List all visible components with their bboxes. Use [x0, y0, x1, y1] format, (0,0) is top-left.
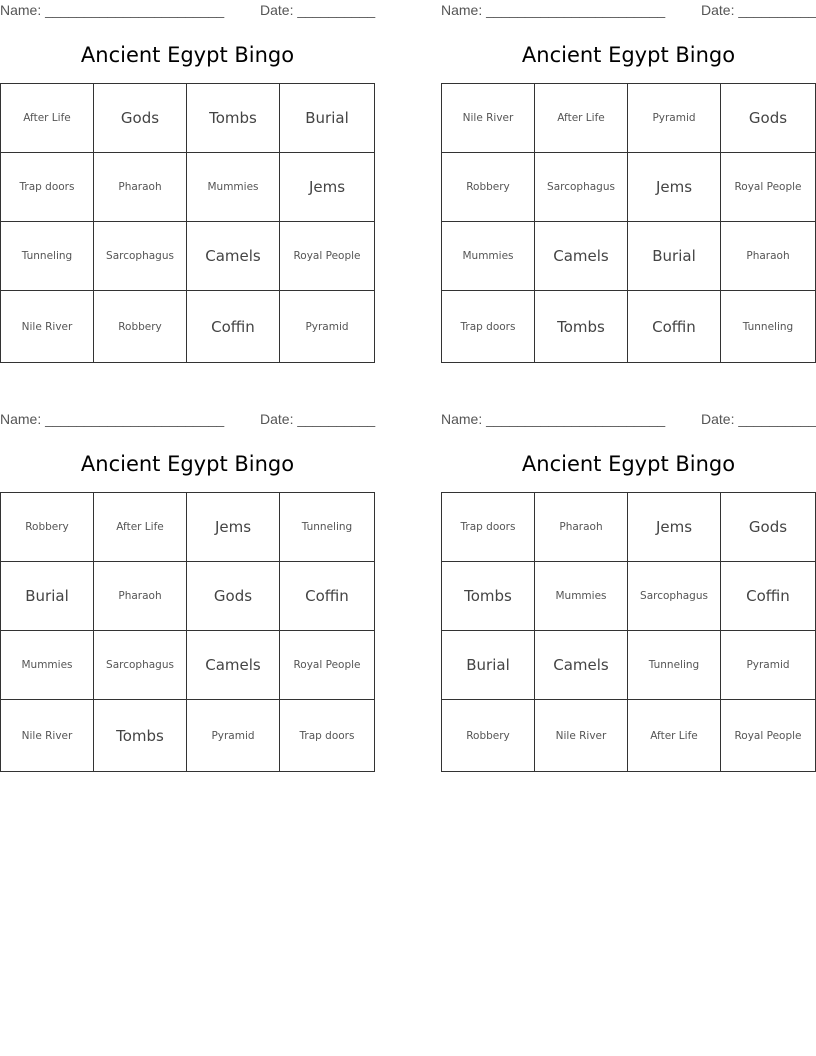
name-field[interactable]: Name: _______________________ [0, 2, 225, 18]
date-field[interactable]: Date: __________ [701, 411, 816, 427]
bingo-cell[interactable]: Gods [721, 84, 815, 153]
bingo-cell[interactable]: Coffin [721, 562, 815, 631]
card-title: Ancient Egypt Bingo [521, 452, 736, 476]
bingo-cell[interactable]: Robbery [442, 153, 535, 222]
bingo-cell[interactable]: Camels [187, 222, 280, 291]
bingo-cell[interactable]: Sarcophagus [535, 153, 628, 222]
name-date-line [441, 2, 816, 20]
bingo-cell[interactable]: After Life [94, 493, 187, 562]
bingo-cell[interactable]: Gods [94, 84, 187, 153]
bingo-cell[interactable]: Sarcophagus [628, 562, 721, 631]
card-title: Ancient Egypt Bingo [521, 43, 736, 67]
bingo-cell[interactable]: Pyramid [187, 700, 280, 771]
bingo-cell[interactable]: Robbery [94, 291, 187, 362]
bingo-cell[interactable]: Coffin [187, 291, 280, 362]
bingo-cell[interactable]: Camels [187, 631, 280, 700]
bingo-grid [0, 83, 375, 363]
bingo-grid [0, 492, 375, 772]
card-title: Ancient Egypt Bingo [80, 452, 295, 476]
bingo-cell[interactable]: Burial [442, 631, 535, 700]
bingo-cell[interactable]: Nile River [442, 84, 535, 153]
bingo-cell[interactable]: Gods [721, 493, 815, 562]
bingo-cell[interactable]: Tunneling [280, 493, 374, 562]
bingo-cell[interactable]: Tombs [535, 291, 628, 362]
bingo-cell[interactable]: Coffin [628, 291, 721, 362]
date-field[interactable]: Date: __________ [260, 411, 376, 427]
bingo-cell[interactable]: Camels [535, 631, 628, 700]
bingo-cell[interactable]: Nile River [535, 700, 628, 771]
bingo-cell[interactable]: Trap doors [1, 153, 94, 222]
bingo-cell[interactable]: Tunneling [1, 222, 94, 291]
bingo-cell[interactable]: Trap doors [442, 493, 535, 562]
bingo-cell[interactable]: Royal People [734, 729, 802, 742]
date-field[interactable]: Date: __________ [701, 2, 816, 18]
bingo-cell[interactable]: Nile River [1, 700, 94, 771]
bingo-cell[interactable]: Pharaoh [94, 153, 187, 222]
name-date-line [441, 411, 816, 429]
bingo-grid [441, 492, 816, 772]
bingo-cell[interactable]: Sarcophagus [94, 222, 187, 291]
bingo-cell[interactable]: Nile River [1, 291, 94, 362]
bingo-cell[interactable]: Pharaoh [535, 493, 628, 562]
name-field[interactable]: Name: _______________________ [441, 2, 666, 18]
bingo-cell[interactable]: Jems [187, 493, 280, 562]
bingo-cell[interactable]: Royal People [721, 153, 815, 222]
bingo-cell[interactable]: Tombs [187, 84, 280, 153]
bingo-cell[interactable]: Trap doors [442, 291, 535, 362]
bingo-cell[interactable]: Pharaoh [721, 222, 815, 291]
bingo-cell[interactable]: Tombs [442, 562, 535, 631]
bingo-cell[interactable]: Mummies [187, 153, 280, 222]
bingo-cell[interactable]: Tunneling [628, 631, 721, 700]
name-date-line [0, 411, 375, 429]
bingo-cell[interactable]: Tombs [94, 700, 187, 771]
bingo-cell[interactable]: Jems [280, 153, 374, 222]
bingo-cell[interactable]: Pyramid [305, 320, 349, 333]
bingo-cell[interactable]: Pyramid [721, 631, 815, 700]
bingo-cell[interactable]: Burial [1, 562, 94, 631]
date-field[interactable]: Date: __________ [260, 2, 376, 18]
bingo-cell[interactable]: After Life [628, 700, 721, 771]
name-date-line [0, 2, 375, 20]
bingo-cell[interactable]: Robbery [1, 493, 94, 562]
bingo-cell[interactable]: Royal People [280, 222, 374, 291]
card-title: Ancient Egypt Bingo [80, 43, 295, 67]
bingo-cell[interactable]: Burial [280, 84, 374, 153]
name-field[interactable]: Name: _______________________ [0, 411, 225, 427]
bingo-cell[interactable]: Jems [628, 153, 721, 222]
bingo-cell[interactable]: Burial [628, 222, 721, 291]
bingo-cell[interactable]: Mummies [535, 562, 628, 631]
bingo-cell[interactable]: Royal People [280, 631, 374, 700]
bingo-cell[interactable]: Gods [187, 562, 280, 631]
bingo-cell[interactable]: Camels [535, 222, 628, 291]
bingo-cell[interactable]: Mummies [1, 631, 94, 700]
bingo-grid [441, 83, 816, 363]
bingo-cell[interactable]: After Life [535, 84, 628, 153]
bingo-cell[interactable]: Jems [628, 493, 721, 562]
bingo-cell[interactable]: Sarcophagus [94, 631, 187, 700]
bingo-cell[interactable]: Mummies [442, 222, 535, 291]
name-field[interactable]: Name: _______________________ [441, 411, 666, 427]
bingo-cell[interactable]: After Life [1, 84, 94, 153]
bingo-cell[interactable]: Robbery [442, 700, 535, 771]
bingo-cell[interactable]: Pharaoh [94, 562, 187, 631]
bingo-cell[interactable]: Tunneling [742, 320, 794, 333]
bingo-cell[interactable]: Coffin [280, 562, 374, 631]
bingo-cell[interactable]: Trap doors [299, 729, 355, 742]
bingo-cell[interactable]: Pyramid [628, 84, 721, 153]
